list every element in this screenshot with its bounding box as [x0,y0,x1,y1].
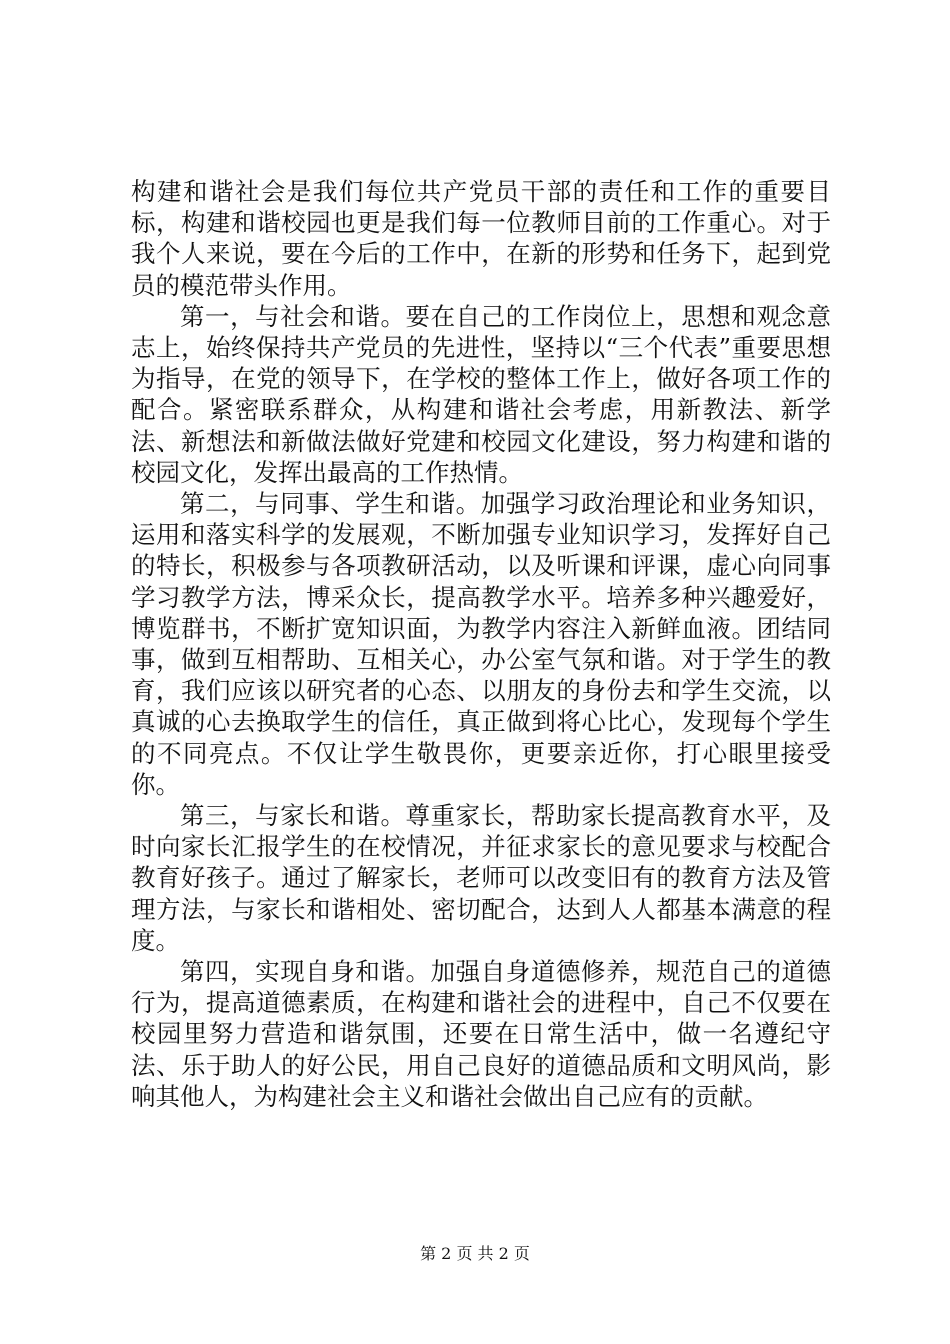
paragraph-intro: 构建和谐社会是我们每位共产党员干部的责任和工作的重要目标，构建和谐校园也更是我们每一位教师目前的工作重心。对于我个人来说，要在今后的工作中，在新的形势和任务下，起到党员的模范带头作用。 [131,177,831,300]
paragraph-first-point: 第一，与社会和谐。要在自己的工作岗位上，思想和观念意志上，始终保持共产党员的先进性，坚持以“三个代表”重要思想为指导，在党的领导下，在学校的整体工作上，做好各项工作的配合。紧密联系群众，从构建和谐社会考虑，用新教法、新学法、新想法和新做法做好党建和校园文化建设，努力构建和谐的校园文化，发挥出最高的工作热情。 [131,301,831,487]
paragraph-second-point: 第二，与同事、学生和谐。加强学习政治理论和业务知识，运用和落实科学的发展观，不断加强专业知识学习，发挥好自己的特长，积极参与各项教研活动，以及听课和评课，虚心向同事学习教学方法，博采众长，提高教学水平。培养多种兴趣爱好，博览群书，不断扩宽知识面，为教学内容注入新鲜血液。团结同事，做到互相帮助、互相关心，办公室气氛和谐。对于学生的教育，我们应该以研究者的心态、以朋友的身份去和学生交流，以真诚的心去换取学生的信任，真正做到将心比心，发现每个学生的不同亮点。不仅让学生敬畏你，更要亲近你，打心眼里接受你。 [131,489,831,799]
page-number-footer: 第 2 页 共 2 页 [420,1244,530,1263]
paragraph-fourth-point: 第四，实现自身和谐。加强自身道德修养，规范自己的道德行为，提高道德素质，在构建和谐社会的进程中，自己不仅要在校园里努力营造和谐氛围，还要在日常生活中，做一名遵纪守法、乐于助人的好公民，用自己良好的道德品质和文明风尚，影响其他人，为构建社会主义和谐社会做出自己应有的贡献。 [131,957,831,1111]
paragraph-third-point: 第三，与家长和谐。尊重家长，帮助家长提高教育水平，及时向家长汇报学生的在校情况，并征求家长的意见要求与校配合教育好孩子。通过了解家长，老师可以改变旧有的教育方法及管理方法，与家长和谐相处、密切配合，达到人人都基本满意的程度。 [131,801,831,955]
document-body [131,176,831,1112]
